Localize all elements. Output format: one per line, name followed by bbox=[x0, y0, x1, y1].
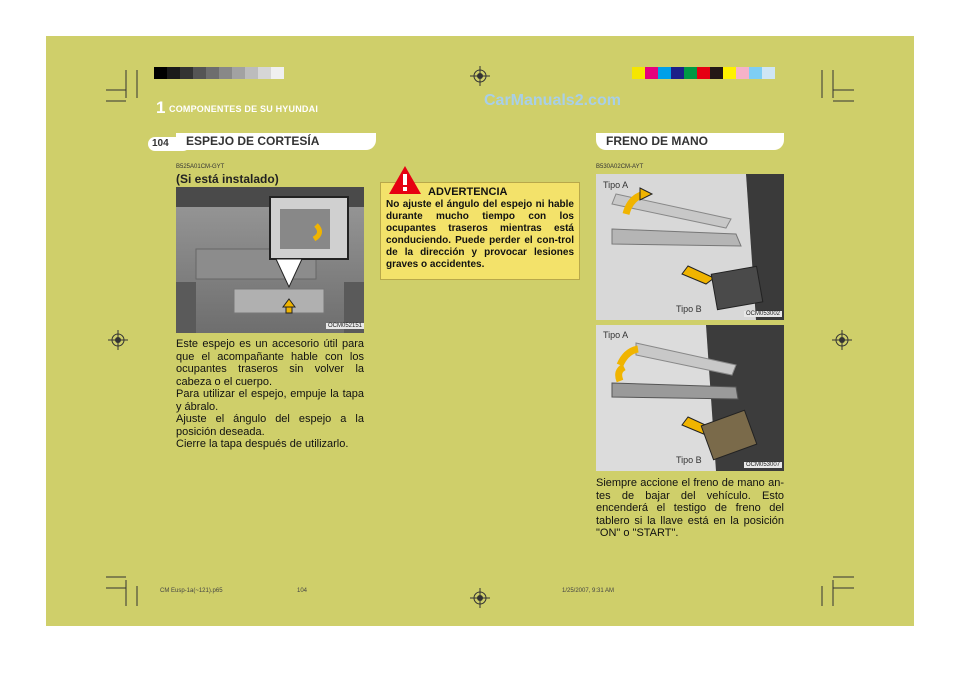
exclamation-triangle-icon bbox=[388, 165, 422, 195]
section-code: B525A01CM-GYT bbox=[176, 164, 225, 170]
registration-mark-icon bbox=[470, 588, 490, 608]
section-title-mirror: ESPEJO DE CORTESÍA bbox=[176, 133, 376, 150]
label-tipo-b: Tipo B bbox=[676, 455, 702, 465]
chapter-title: COMPONENTES DE SU HYUNDAI bbox=[169, 104, 319, 114]
registration-mark-icon bbox=[108, 330, 128, 350]
footer-file: CM Eusp-1a(~121).p65 bbox=[160, 588, 223, 594]
warning-title: ADVERTENCIA bbox=[428, 186, 508, 198]
footer-page: 104 bbox=[297, 588, 308, 594]
image-code: OCM053002 bbox=[746, 311, 781, 317]
label-tipo-a: Tipo A bbox=[603, 330, 629, 340]
mirror-instructions: Este espejo es un accesorio útil para que el acompañante hable con los ocupantes traseros sin volver la cabeza o el cuerpo. Para utilizar el espejo, empuje la tapa y ábralo. Ajuste el ángulo del espejo a la posición deseada. Cierre la tapa después de utilizarlo. bbox=[176, 338, 364, 450]
footer-date: 1/25/2007, 9:31 AM bbox=[562, 588, 615, 594]
handbrake-photo-2 bbox=[596, 325, 784, 471]
label-tipo-a: Tipo A bbox=[603, 180, 629, 190]
watermark[interactable]: CarManuals2.com bbox=[484, 92, 621, 109]
chapter-number: 1 bbox=[156, 98, 166, 117]
label-tipo-b: Tipo B bbox=[676, 304, 702, 314]
registration-mark-icon bbox=[832, 330, 852, 350]
handbrake-instructions: Siempre accione el freno de mano an-tes de bajar del vehículo. Esto encenderá el testigo de freno del tablero si la llave está en la posición "ON" o "START". bbox=[596, 477, 784, 539]
image-code: OCM053007 bbox=[746, 462, 781, 468]
vanity-mirror-photo bbox=[176, 187, 364, 333]
section-title-handbrake: FRENO DE MANO bbox=[596, 133, 784, 150]
registration-mark-icon bbox=[470, 66, 490, 86]
handbrake-photo-1 bbox=[596, 174, 784, 320]
warning-text: No ajuste el ángulo del espejo ni hable durante mucho tiempo con los ocupantes traseros mientras está conduciendo. Puede perder el con-trol de la dirección y provocar lesiones graves o accidentes. bbox=[386, 199, 574, 270]
image-code: OCM052151 bbox=[328, 323, 363, 329]
section-code: B530A02CM-AYT bbox=[596, 164, 644, 170]
warning-box bbox=[380, 182, 580, 280]
section-subtitle: (Si está instalado) bbox=[176, 172, 279, 186]
page-number: 104 bbox=[148, 137, 190, 151]
